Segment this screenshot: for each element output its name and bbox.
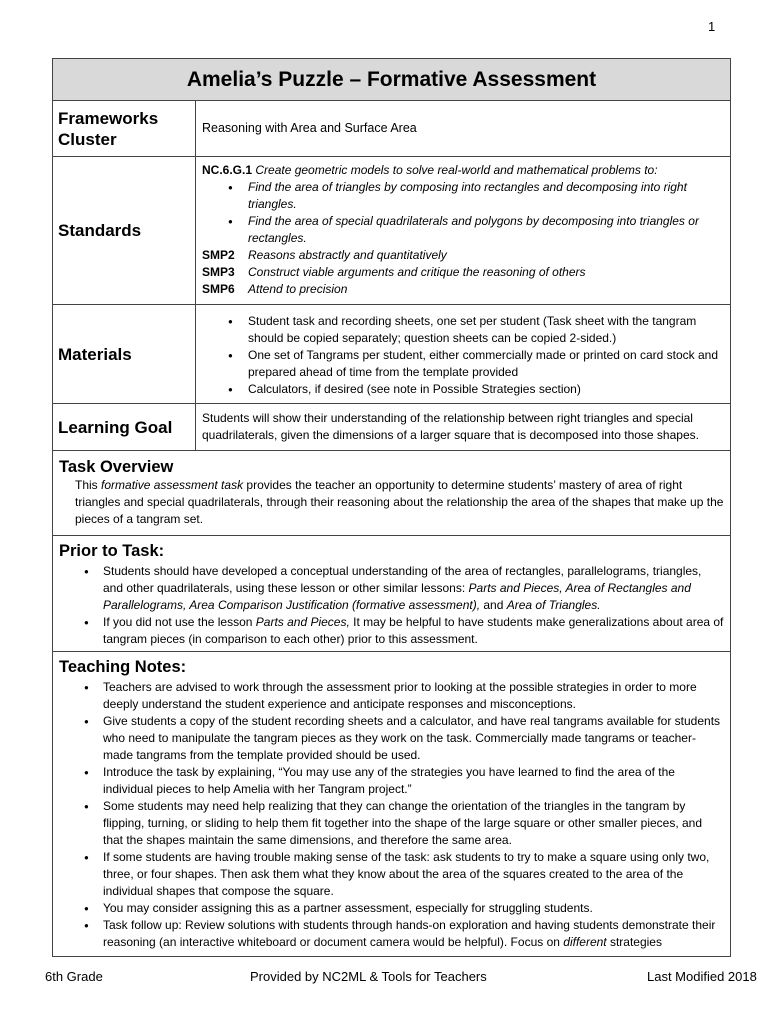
practice-line [202, 264, 724, 281]
materials-list [202, 313, 724, 398]
prior-item-text: Students should have developed a conceptual understanding of the area of rectangles, parallelograms, triangles, and other quadrilaterals, using these lesson or other similar lessons: [103, 564, 702, 595]
practice-text: Reasons abstractly and quantitatively [248, 248, 447, 262]
practice-line [202, 281, 724, 298]
frameworks-label-line1: Frameworks [58, 108, 159, 128]
prior-item-lesson-last: Area of Triangles. [506, 598, 601, 612]
practice-code: SMP6 [202, 282, 235, 296]
teaching-note-text-end: strategies [606, 935, 662, 949]
teaching-note-emphasis: different [563, 935, 607, 949]
prior-to-task-section [53, 536, 730, 652]
task-overview-text-start: This [75, 478, 102, 492]
assessment-document [52, 58, 731, 957]
materials-row [53, 305, 730, 404]
frameworks-label-line2: Cluster [58, 129, 117, 149]
standards-row [53, 157, 730, 305]
prior-item-lessons: Parts and Pieces, Area of Rectangles and Parallelograms, Area Comparison Justification (formative assessment), [103, 581, 691, 612]
standard-main [202, 162, 724, 179]
learning-goal-row [53, 404, 730, 451]
footer-provider: Provided by NC2ML & Tools for Teachers [250, 969, 487, 984]
prior-item-text-end: It may be helpful to have students make generalizations about area of tangram pieces (in comparison to each other) prior to this assessment. [103, 615, 724, 646]
prior-to-task-item [59, 614, 724, 648]
task-overview-title: Task Overview [59, 458, 174, 476]
standard-main-text: Create geometric models to solve real-world and mathematical problems to: [255, 163, 658, 177]
materials-label: Materials [53, 305, 196, 403]
practice-text: Attend to precision [248, 282, 348, 296]
standard-bullet: ● Find the area of special quadrilaterals and polygons by decomposing into triangles or rectangles. [202, 213, 724, 247]
practice-text: Construct viable arguments and critique the reasoning of others [248, 265, 586, 279]
teaching-note-item: ● Introduce the task by explaining, “You may use any of the strategies you have learned to find the area of the individual pieces to help Amelia with her Tangram project.” [59, 764, 724, 798]
practice-code: SMP3 [202, 265, 235, 279]
task-overview-section [53, 451, 730, 536]
teaching-note-item: ● If some students are having trouble making sense of the task: ask students to try to make a square using only two, three, or four shapes. Then ask them what they know about the area of the squares created to the area of the individual shapes that compose the square. [59, 849, 724, 900]
teaching-notes-section [53, 652, 730, 956]
teaching-note-item: ● You may consider assigning this as a partner assessment, especially for struggling students. [59, 900, 724, 917]
document-title: Amelia’s Puzzle – Formative Assessment [53, 59, 730, 101]
footer-grade: 6th Grade [45, 969, 103, 984]
standards-label: Standards [53, 157, 196, 304]
page-number: 1 [708, 19, 716, 34]
standard-main-code: NC.6.G.1 [202, 163, 253, 177]
materials-item: ● One set of Tangrams per student, either commercially made or printed on card stock and prepared ahead of time from the template provided [202, 347, 724, 381]
frameworks-label [53, 101, 196, 156]
frameworks-row [53, 101, 730, 157]
prior-item-text: If you did not use the lesson [103, 615, 256, 629]
footer-modified: Last Modified 2018 [647, 969, 757, 984]
prior-item-lesson: Parts and Pieces, [255, 615, 350, 629]
teaching-note-item: ● Some students may need help realizing that they can change the orientation of the triangles in the tangram by flipping, turning, or sliding to help them fit together into the shape of the large square or other smaller pieces, and that the shapes maintain the same dimensions, and therefore the same area. [59, 798, 724, 849]
learning-goal-label: Learning Goal [53, 404, 196, 450]
standard-bullet-list [202, 179, 724, 247]
frameworks-value: Reasoning with Area and Surface Area [202, 121, 417, 135]
teaching-note-item: ● Teachers are advised to work through the assessment prior to looking at the possible strategies in order to more deeply understand the student experience and anticipate responses and misconceptions. [59, 679, 724, 713]
materials-item: ● Calculators, if desired (see note in Possible Strategies section) [202, 381, 724, 398]
teaching-note-text: Task follow up: Review solutions with students through hands-on exploration and having students demonstrate their reasoning (an interactive whiteboard or document camera would be helpful). Focus on [103, 918, 716, 949]
task-overview-text-emphasis: formative assessment task [101, 478, 244, 492]
prior-item-and: and [480, 598, 507, 612]
task-overview-text [59, 477, 724, 528]
prior-to-task-list [59, 563, 724, 648]
standards-content [196, 157, 730, 304]
materials-content [196, 305, 730, 403]
task-overview-text-end: provides the teacher an opportunity to determine students’ mastery of area of right triangles and special quadrilaterals, through their reasoning about the relationship the area of the shapes that make up the pieces of a tangram set. [75, 478, 724, 526]
practice-code: SMP2 [202, 248, 235, 262]
prior-to-task-item [59, 563, 724, 614]
materials-item: ● Student task and recording sheets, one set per student (Task sheet with the tangram should be copied separately; question sheets can be copied 2-sided.) [202, 313, 724, 347]
teaching-notes-list [59, 679, 724, 951]
teaching-notes-title: Teaching Notes: [59, 658, 187, 676]
standard-bullet: ● Find the area of triangles by composing into rectangles and decomposing into right triangles. [202, 179, 724, 213]
teaching-note-item: ● Give students a copy of the student recording sheets and a calculator, and have real tangrams available for students who need to manipulate the tangram pieces as they work on the task. Commercially made tangrams or teacher-made tangrams from the template provided should be used. [59, 713, 724, 764]
learning-goal-text: Students will show their understanding of the relationship between right triangles and special quadrilaterals, given the dimensions of a larger square that is decomposed into those shapes. [202, 411, 699, 442]
prior-to-task-title: Prior to Task: [59, 542, 165, 560]
practice-line [202, 247, 724, 264]
teaching-note-item [59, 917, 724, 951]
